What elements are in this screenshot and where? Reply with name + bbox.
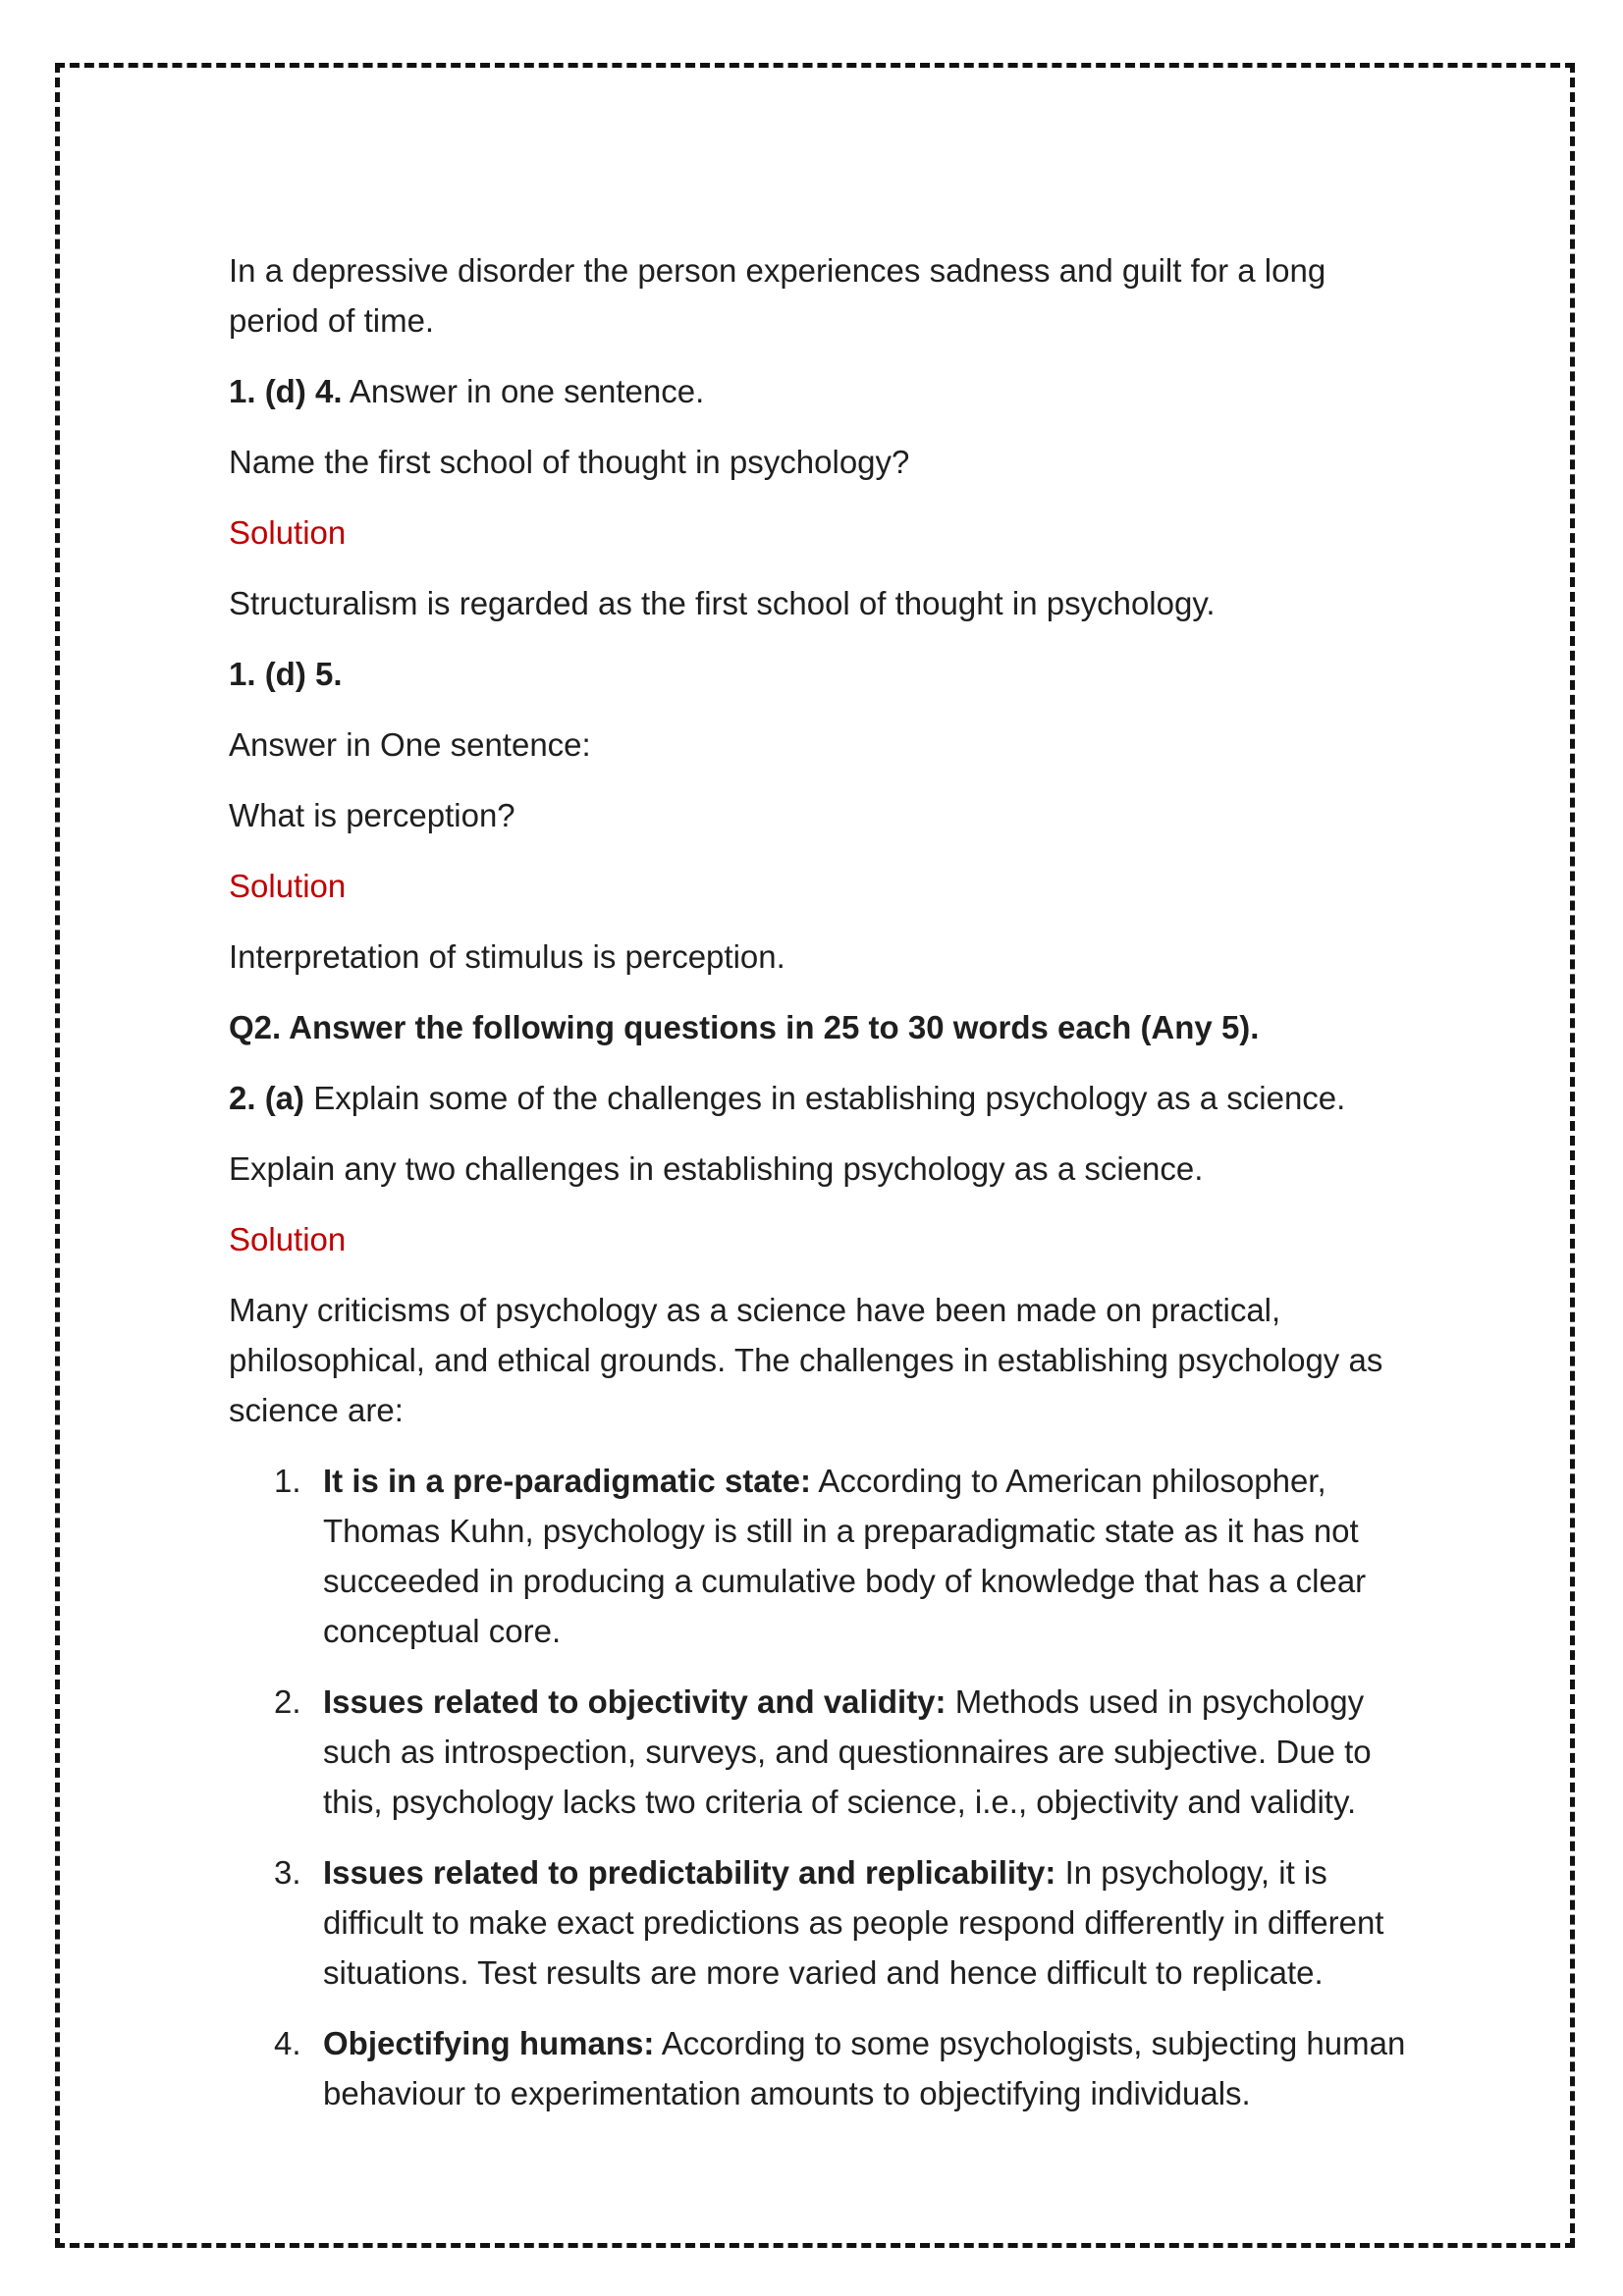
question-text: Name the first school of thought in psychology? <box>229 444 910 480</box>
question-2a <box>229 1073 1407 1123</box>
list-item <box>274 1847 1407 1998</box>
list-number: 1. <box>274 1463 301 1499</box>
answer-text: Interpretation of stimulus is perception. <box>229 938 785 975</box>
solution-heading: Solution <box>229 868 347 904</box>
challenges-list <box>229 1456 1407 2118</box>
list-item-text: Methods used in psychology such as introspection, surveys, and questionnaires are subjective. Due to this, psychology lacks two criteria of science, i.e., objectivity and validity. <box>323 1683 1372 1820</box>
list-number: 2. <box>274 1683 301 1720</box>
list-number: 3. <box>274 1854 301 1891</box>
list-item-text: In psychology, it is difficult to make exact predictions as people respond differently in different situations. Test results are more varied and hence difficult to replicate. <box>323 1854 1384 1991</box>
solution-heading: Solution <box>229 1221 347 1257</box>
question-text: Explain some of the challenges in establishing psychology as a science. <box>313 1080 1346 1116</box>
list-item <box>274 1677 1407 1827</box>
list-item-title: Objectifying humans: <box>323 2025 655 2061</box>
paragraph-depressive-disorder: In a depressive disorder the person experiences sadness and guilt for a long period of time. <box>229 252 1326 339</box>
list-item-text: According to American philosopher, Thomas Kuhn, psychology is still in a preparadigmatic state as it has not succeeded in producing a cumulative body of knowledge that has a clear conceptual core. <box>323 1463 1367 1649</box>
question-1d4 <box>229 366 1407 416</box>
question-instruction: Answer in one sentence. <box>349 373 705 409</box>
question-number: 1. (d) 5. <box>229 656 343 692</box>
question-number: 1. (d) 4. <box>229 373 343 409</box>
solution-heading: Solution <box>229 514 347 551</box>
list-item-text: According to some psychologists, subjecting human behaviour to experimentation amounts to objectifying individuals. <box>323 2025 1406 2111</box>
question-text: What is perception? <box>229 797 515 833</box>
answer-text: Structuralism is regarded as the first school of thought in psychology. <box>229 585 1216 621</box>
answer-intro: Many criticisms of psychology as a science have been made on practical, philosophical, and ethical grounds. The challenges in establishing psychology as science are: <box>229 1292 1383 1428</box>
list-item <box>274 2018 1407 2118</box>
question-alternate: Explain any two challenges in establishing psychology as a science. <box>229 1150 1204 1187</box>
list-item-title: It is in a pre-paradigmatic state: <box>323 1463 811 1499</box>
list-item-title: Issues related to objectivity and validity: <box>323 1683 947 1720</box>
list-item-title: Issues related to predictability and replicability: <box>323 1854 1056 1891</box>
section-heading-q2: Q2. Answer the following questions in 25 to 30 words each (Any 5). <box>229 1009 1260 1045</box>
question-number: 2. (a) <box>229 1080 305 1116</box>
document-content <box>229 245 1407 2139</box>
list-item <box>274 1456 1407 1656</box>
question-instruction: Answer in One sentence: <box>229 726 591 763</box>
list-number: 4. <box>274 2025 301 2061</box>
